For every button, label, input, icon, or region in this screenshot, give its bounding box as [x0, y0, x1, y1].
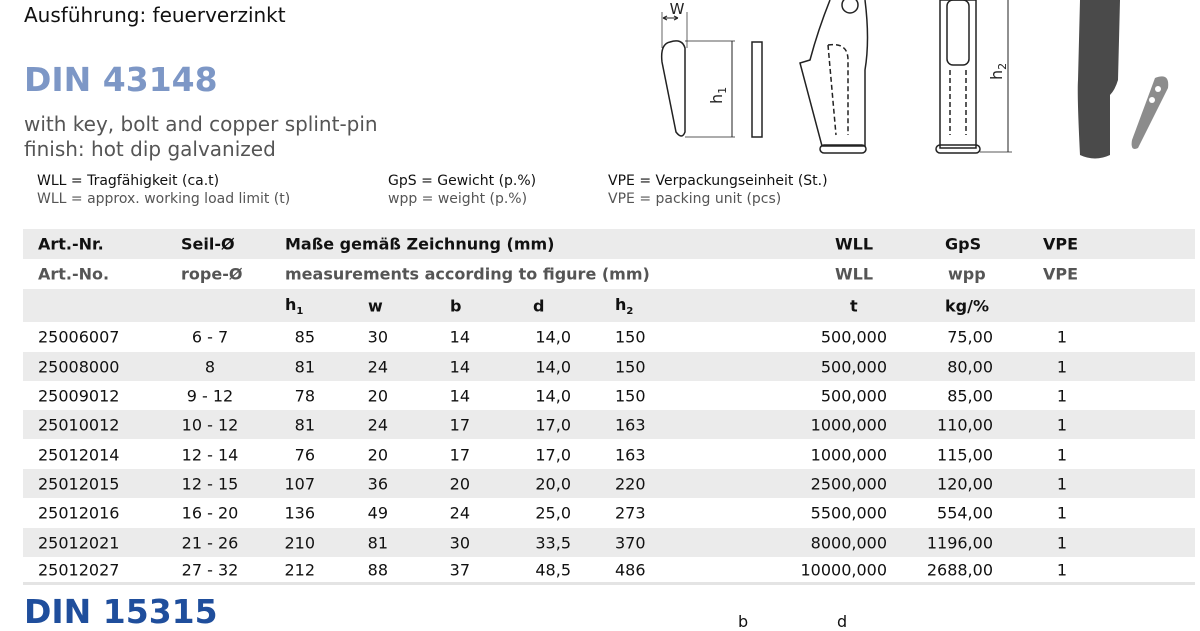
cell-wll: 500,000: [820, 357, 887, 376]
cell-w: 30: [367, 327, 388, 346]
cell-b: 20: [449, 474, 470, 493]
col-vpe-en: VPE: [1043, 264, 1079, 284]
cell-b: 17: [449, 445, 470, 464]
legend-gps-en: wpp = weight (p.%): [388, 191, 528, 207]
cell-d: 14,0: [535, 357, 571, 376]
cell-rope-diameter: 9 - 12: [186, 386, 234, 405]
description-en: with key, bolt and copper splint-pin: [24, 112, 378, 136]
table-row: [23, 322, 1195, 351]
cell-w: 20: [367, 386, 388, 405]
cell-w: 49: [367, 503, 388, 522]
col-gps-unit: kg/%: [945, 296, 989, 315]
cell-wpp: 85,00: [947, 386, 993, 405]
cell-h2: 273: [615, 503, 646, 522]
cell-d: 14,0: [535, 327, 571, 346]
cell-vpe: 1: [1056, 386, 1068, 405]
cell-vpe: 1: [1056, 445, 1068, 464]
cell-wll: 5500,000: [810, 503, 887, 522]
cell-wpp: 554,00: [937, 503, 993, 522]
next-section-title: DIN 15315: [24, 592, 218, 631]
col-seil-en: rope-Ø: [181, 264, 243, 284]
cell-art-nr: 25012027: [38, 560, 120, 579]
cell-rope-diameter: 21 - 26: [181, 533, 239, 552]
cell-wpp: 2688,00: [926, 560, 993, 579]
cell-d: 17,0: [535, 415, 571, 434]
col-h1: $h_1$: [285, 294, 304, 317]
col-art: Art.-Nr.: [38, 234, 104, 254]
col-wll-unit: t: [850, 296, 858, 315]
col-wll-en: WLL: [835, 264, 874, 284]
figure-label-d: d: [837, 612, 848, 631]
col-w: w: [368, 296, 383, 315]
table-row: [23, 498, 1195, 527]
cell-wll: 1000,000: [810, 415, 887, 434]
cell-b: 37: [449, 560, 470, 579]
cell-d: 33,5: [535, 533, 571, 552]
cell-wll: 1000,000: [810, 445, 887, 464]
cell-rope-diameter: 12 - 14: [181, 445, 239, 464]
col-masse-en: measurements according to figure (mm): [285, 264, 650, 284]
cell-d: 14,0: [535, 386, 571, 405]
cell-wpp: 1196,00: [926, 533, 993, 552]
cell-d: 25,0: [535, 503, 571, 522]
cell-rope-diameter: 16 - 20: [181, 503, 239, 522]
cell-h2: 220: [615, 474, 646, 493]
cell-wll: 10000,000: [800, 560, 887, 579]
cell-rope-diameter: 6 - 7: [191, 327, 229, 346]
cell-h2: 150: [615, 386, 646, 405]
figure-label-b: b: [738, 612, 749, 631]
cell-vpe: 1: [1056, 327, 1068, 346]
cell-art-nr: 25012015: [38, 474, 120, 493]
cell-w: 20: [367, 445, 388, 464]
cell-h1: 107: [284, 474, 315, 493]
cell-b: 14: [449, 357, 470, 376]
cell-wpp: 75,00: [947, 327, 993, 346]
cell-b: 14: [449, 327, 470, 346]
cell-vpe: 1: [1056, 560, 1068, 579]
cell-wll: 500,000: [820, 386, 887, 405]
table-row: [23, 528, 1195, 557]
table-header-de: [23, 229, 1195, 259]
cell-vpe: 1: [1056, 474, 1068, 493]
table-row: [23, 352, 1195, 381]
col-d: d: [533, 296, 545, 315]
cell-h2: 150: [615, 327, 646, 346]
cell-w: 81: [367, 533, 388, 552]
finish-en: finish: hot dip galvanized: [24, 137, 276, 161]
table-header-en: [23, 259, 1195, 289]
cell-rope-diameter: 8: [204, 357, 216, 376]
cell-rope-diameter: 12 - 15: [181, 474, 239, 493]
cell-w: 24: [367, 415, 388, 434]
cell-wpp: 120,00: [937, 474, 993, 493]
cell-wll: 8000,000: [810, 533, 887, 552]
cell-vpe: 1: [1056, 503, 1068, 522]
table-header-units: [23, 289, 1195, 322]
cell-b: 17: [449, 415, 470, 434]
col-b: b: [450, 296, 462, 315]
cell-vpe: 1: [1056, 357, 1068, 376]
technical-drawing: [640, 0, 1200, 165]
h1-label: $h_1$: [707, 86, 729, 104]
cell-art-nr: 25010012: [38, 415, 120, 434]
cell-art-nr: 25006007: [38, 327, 120, 346]
w-label: W: [669, 0, 685, 18]
col-art-en: Art.-No.: [38, 264, 110, 284]
table-row: [23, 469, 1195, 498]
legend-wll-de: WLL = Tragfähigkeit (ca.t): [37, 173, 220, 189]
cell-wpp: 80,00: [947, 357, 993, 376]
table-row: [23, 556, 1195, 583]
cell-h1: 212: [284, 560, 315, 579]
cell-wll: 2500,000: [810, 474, 887, 493]
cell-art-nr: 25012014: [38, 445, 120, 464]
col-gps-en: wpp: [948, 264, 986, 284]
cell-wpp: 115,00: [937, 445, 993, 464]
cell-vpe: 1: [1056, 415, 1068, 434]
cell-h2: 163: [615, 445, 646, 464]
col-vpe: VPE: [1043, 234, 1079, 254]
cell-d: 48,5: [535, 560, 571, 579]
table-row: [23, 381, 1195, 410]
cell-wpp: 110,00: [937, 415, 993, 434]
legend-vpe-en: VPE = packing unit (pcs): [608, 191, 782, 207]
col-wll: WLL: [835, 234, 874, 254]
cell-b: 30: [449, 533, 470, 552]
wedge-drawing: [662, 12, 762, 137]
col-h2: $h_2$: [615, 294, 634, 317]
cell-h2: 370: [615, 533, 646, 552]
product-photo: [1078, 0, 1168, 159]
cell-w: 36: [367, 474, 388, 493]
cell-art-nr: 25012016: [38, 503, 120, 522]
cell-h1: 81: [294, 415, 315, 434]
cell-art-nr: 25012021: [38, 533, 120, 552]
cell-vpe: 1: [1056, 533, 1068, 552]
cell-h1: 78: [294, 386, 315, 405]
cell-h1: 210: [284, 533, 315, 552]
table-bottom-border: [23, 582, 1195, 585]
table-row: [23, 440, 1195, 469]
legend-vpe-de: VPE = Verpackungseinheit (St.): [608, 173, 828, 189]
table-row: [23, 410, 1195, 439]
cell-d: 20,0: [535, 474, 571, 493]
cell-h1: 81: [294, 357, 315, 376]
col-seil: Seil-Ø: [181, 234, 235, 254]
cell-h1: 136: [284, 503, 315, 522]
section-title: DIN 43148: [24, 60, 218, 99]
cell-w: 88: [367, 560, 388, 579]
cell-h1: 76: [294, 445, 315, 464]
finish-de: Ausführung: feuerverzinkt: [24, 3, 286, 27]
cell-d: 17,0: [535, 445, 571, 464]
cell-rope-diameter: 27 - 32: [181, 560, 239, 579]
col-masse: Maße gemäß Zeichnung (mm): [285, 234, 555, 254]
col-gps: GpS: [945, 234, 982, 254]
cell-art-nr: 25008000: [38, 357, 120, 376]
cell-art-nr: 25009012: [38, 386, 120, 405]
cell-h2: 163: [615, 415, 646, 434]
legend-wll-en: WLL = approx. working load limit (t): [37, 191, 291, 207]
cell-wll: 500,000: [820, 327, 887, 346]
cell-h2: 150: [615, 357, 646, 376]
legend-gps-de: GpS = Gewicht (p.%): [388, 173, 537, 189]
cell-b: 24: [449, 503, 470, 522]
cell-b: 14: [449, 386, 470, 405]
cell-w: 24: [367, 357, 388, 376]
cell-h1: 85: [294, 327, 315, 346]
h2-label: $h_2$: [987, 62, 1009, 80]
cell-rope-diameter: 10 - 12: [181, 415, 239, 434]
socket-side-drawing: [800, 0, 868, 153]
cell-h2: 486: [615, 560, 646, 579]
